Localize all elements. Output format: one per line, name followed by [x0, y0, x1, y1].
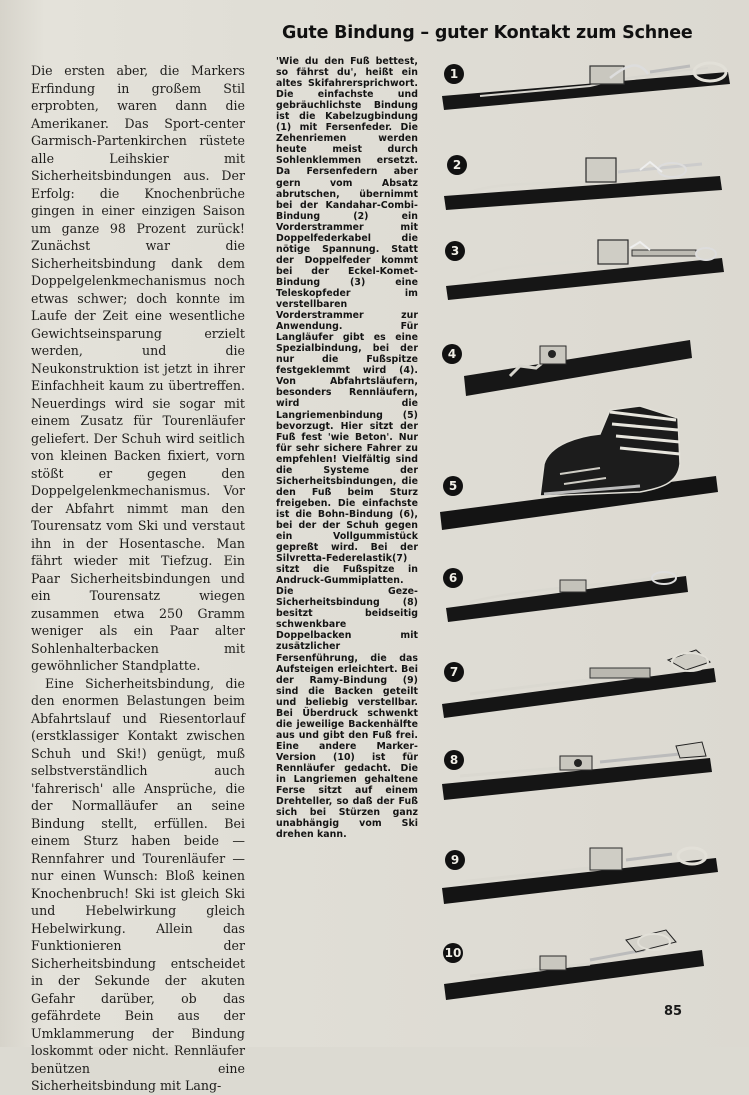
left-text-column [31, 62, 245, 1095]
ski-binding-cable-icon [440, 58, 730, 128]
figure-number-1: 1 [444, 64, 464, 84]
left-paragraph-1: Die ersten aber, die Markers Erfindung in großem Stil erprobten, waren dann die Amerikaner. Das Sport-center Garmisch-Partenkirchen rüstete alle Leihskier mit Sicherheitsbindungen aus. Der Erfolg: die Knochenbrüche gingen in einer einzigen Saison um ganze 98 Prozent zurück! Zunächst war die Sicherheitsbindung dank dem Doppelgelenkmechanismus noch etwas schwer; doch konnte im Laufe der Zeit eine wesentliche Gewichtseinsparung erzielt werden, und die Neukonstruktion ist jetzt in ihrer Einfachheit kaum zu übertreffen. Neuerdings wird sie sogar mit einem Zusatz für Tourenläufer geliefert. Der Schuh wird seitlich von kleinen Backen fixiert, vorn stößt er gegen den Doppelgelenkmechanismus. Vor der Abfahrt nimmt man den Tourensatz vom Ski und verstaut ihn in der Hosentasche. Man fährt wieder mit Tiefzug. Ein Paar Sicherheitsbindungen und ein Tourensatz wiegen zusammen etwa 250 Gramm weniger als ein Paar alter Sohlenhalterbacken mit gewöhnlicher Standplatte. [31, 63, 245, 673]
left-paragraph-2: Eine Sicherheitsbindung, die den enormen Belastungen beim Abfahrtslauf und Riesentorlauf (erstklassiger Kontakt zwischen Schuh und Ski!) genügt, muß selbstverständlich auch 'fahrerisch' alle Ansprüche, die der Normalläufer an seine Bindung stellt, erfüllen. Bei einem Sturz haben beide — Rennfahrer und Tourenläufer — nur einen Wunsch: Bloß keinen Knochenbruch! Ski ist gleich Ski und Hebelwirkung gleich Hebelwirkung. Allein das Funktionieren der Sicherheitsbindung entscheidet in der Sekunde der akuten Gefahr darüber, ob das gefährdete Bein aus der Umklammerung der Bindung loskommt oder nicht. Rennläufer benützen eine Sicherheitsbindung mit Lang- [31, 675, 245, 1093]
figure-10 [440, 920, 730, 990]
figure-number-9: 9 [445, 850, 465, 870]
figure-4 [440, 332, 730, 402]
ski-binding-bohn-icon [440, 556, 730, 626]
figure-number-4: 4 [442, 344, 462, 364]
ski-binding-kandahar-icon [440, 152, 730, 222]
ski-binding-langlauf-icon [440, 332, 730, 402]
figure-number-7: 7 [444, 662, 464, 682]
ski-binding-telescope-icon [440, 236, 730, 306]
ski-binding-geze-icon [440, 732, 730, 802]
figure-number-5: 5 [443, 476, 463, 496]
ski-binding-ramy-icon [440, 828, 730, 898]
figure-8 [440, 732, 730, 802]
headline: Gute Bindung – guter Kontakt zum Schnee [282, 23, 693, 43]
figure-3 [440, 236, 730, 306]
figure-7 [440, 640, 730, 710]
figure-9 [440, 828, 730, 898]
figure-number-2: 2 [447, 155, 467, 175]
figure-number-10: 10 [443, 943, 463, 963]
figure-6 [440, 556, 730, 626]
figure-number-6: 6 [443, 568, 463, 588]
ski-binding-marker-icon [440, 920, 730, 990]
figure-1 [440, 58, 730, 128]
figure-number-3: 3 [445, 241, 465, 261]
page-number: 85 [664, 1004, 683, 1019]
ski-binding-silvretta-icon [440, 640, 730, 710]
ski-boot-langriemen-icon [440, 404, 730, 530]
figure-5 [440, 404, 730, 530]
caption-column: 'Wie du den Fuß bettest, so fährst du', heißt ein altes Skifahrersprichwort. Die einfachste und gebräuchlichste Bindung ist die Kabelzugbindung (1) mit Fersenfeder. Die Zehenriemen werden heute meist durch Sohlenklemmen ersetzt. Da Fersenfedern aber gern vom Absatz abrutschen, übernimmt bei der Kandahar-Combi-Bindung (2) ein Vorderstrammer mit Doppelfederkabel die nötige Spannung. Statt der Doppelfeder kommt bei der Eckel-Komet-Bindung (3) eine Teleskopfeder im verstellbaren Vorderstrammer zur Anwendung. Für Langläufer gibt es eine Spezialbindung, bei der nur die Fußspitze festgeklemmt wird (4). Von Abfahrtsläufern, besonders Rennläufern, wird die Langriemenbindung (5) bevorzugt. Hier sitzt der Fuß fest 'wie Beton'. Nur für sehr sichere Fahrer zu empfehlen! Vielfältig sind die Systeme der Sicherheitsbindungen, die den Fuß beim Sturz freigeben. Die einfachste ist die Bohn-Bindung (6), bei der der Schuh gegen ein Vollgummistück gepreßt wird. Bei der Silvretta-Federelastik(7) sitzt die Fußspitze in Andruck-Gummiplatten. Die Geze-Sicherheitsbindung (8) besitzt beidseitig schwenkbare Doppelbacken mit zusätzlicher Fersenführung, die das Aufsteigen erleichtert. Bei der Ramy-Bindung (9) sind die Backen geteilt und beliebig verstellbar. Bei Überdruck schwenkt die jeweilige Backenhälfte aus und gibt den Fuß frei. Eine andere Marker-Version (10) ist für Rennläufer gedacht. Die in Langriemen gehaltene Ferse sitzt auf einem Drehteller, so daß der Fuß sich bei Stürzen ganz unabhängig vom Ski drehen kann. [276, 56, 418, 841]
figure-2 [440, 152, 730, 222]
figure-number-8: 8 [444, 750, 464, 770]
